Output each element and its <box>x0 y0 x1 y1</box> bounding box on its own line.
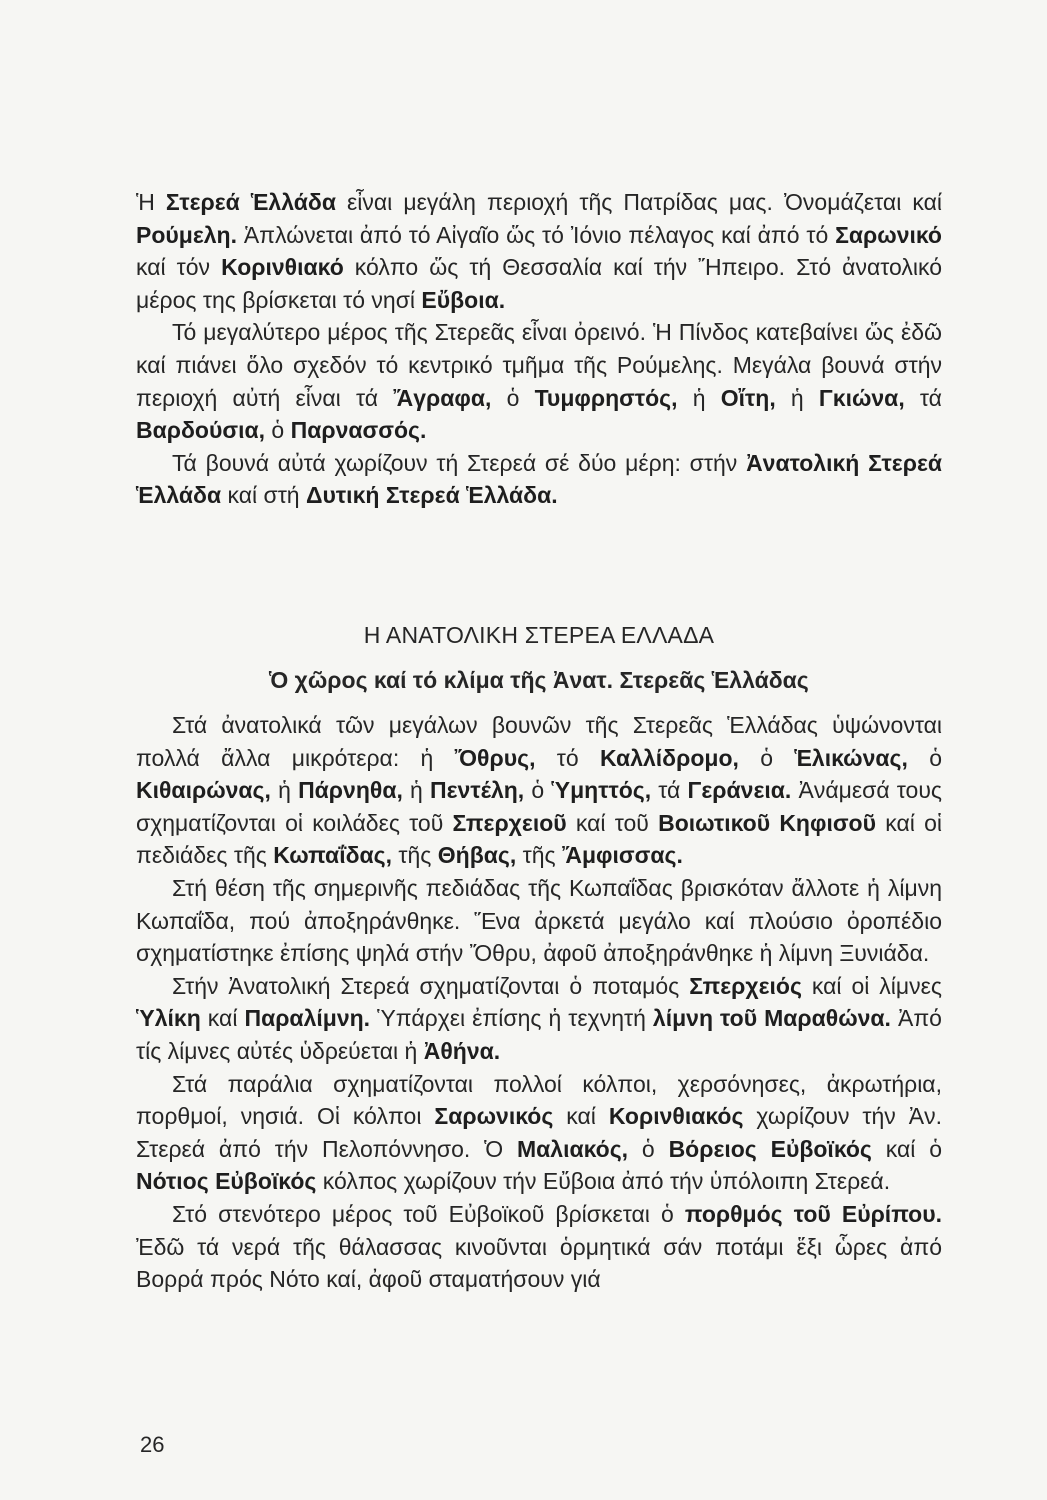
bold-term: Εὔβοια. <box>421 286 506 313</box>
text-run: ὁ <box>738 744 795 771</box>
section-paragraphs <box>136 709 942 1296</box>
paragraph <box>136 872 942 970</box>
text-run: τό <box>535 744 600 771</box>
bold-term: Νότιος Εὐβοϊκός <box>136 1168 317 1195</box>
text-run: ὁ <box>628 1135 669 1162</box>
bold-term: Παρνασσός. <box>290 417 427 444</box>
text-run: τά <box>651 777 688 804</box>
bold-term: Σαρωνικό <box>835 221 942 248</box>
text-run: τῆς <box>516 842 562 869</box>
text-run: Ἡ <box>136 189 166 215</box>
bold-term: Πάρνηθα, <box>298 777 403 804</box>
text-run: Τό μεγαλύτερο μέρος τῆς Στερεᾶς εἶναι ὀρεινό. Ἡ Πίνδος κατεβαίνει ὥς ἐδῶ καί πιάνει ὅλο σχεδόν τό κεντρικό τμῆμα τῆς Ρούμελης. Μεγάλα βουνά στήν περιοχή αὐτή εἶναι τά <box>136 319 942 411</box>
bold-term: Ὄθρυς, <box>454 744 536 771</box>
text-run: τά <box>904 384 942 411</box>
bold-term: Στερεά Ἑλλάδα <box>165 189 336 215</box>
bold-term: Βαρδούσια, <box>136 417 266 444</box>
text-run: ὁ <box>524 777 552 804</box>
text-run: τῆς <box>392 842 438 869</box>
text-run: Στά ἀνατολικά τῶν μεγάλων βουνῶν τῆς Στερεᾶς Ἑλλάδας ὑψώνονται πολλά ἄλλα μικρότερα: ἡ <box>136 712 942 771</box>
bold-term: Ἀθήνα. <box>423 1037 501 1064</box>
bold-term: Ἑλικώνας, <box>794 744 908 771</box>
bold-term: Δυτική Στερεά Ἑλλάδα. <box>306 482 558 509</box>
text-run: Τά βουνά αὐτά χωρίζουν τή Στερεά σέ δύο μέρη: στήν <box>172 449 747 476</box>
text-run: καί τοῦ <box>566 809 659 836</box>
intro-paragraphs <box>136 186 942 512</box>
paragraph <box>136 1198 942 1296</box>
text-run: καί οἱ πεδιάδες τῆς <box>136 809 942 869</box>
bold-term: Βόρειος Εὐβοϊκός <box>668 1135 872 1162</box>
bold-term: Ὑλίκη <box>136 1005 201 1032</box>
text-run: ὁ <box>265 417 291 444</box>
paragraph <box>136 186 942 316</box>
bold-term: Ὑμηττός, <box>551 777 652 804</box>
section-heading: Η ΑΝΑΤΟΛΙΚΗ ΣΤΕΡΕΑ ΕΛΛΑΔΑ <box>363 622 715 648</box>
bold-term: Κιθαιρώνας, <box>136 777 271 804</box>
text-run: Στή θέση τῆς σημερινῆς πεδιάδας τῆς Κωπαΐδας βρισκόταν ἄλλοτε ἡ λίμνη Κωπαΐδα, πού ἀποξηράνθηκε. Ἕνα ἀρκετά μεγάλο καί πλούσιο ὀροπέδιο σχηματίστηκε ἐπίσης ψηλά στήν Ὄθρυ, ἀφοῦ ἀποξηράνθηκε ἡ λίμνη Ξυνιάδα. <box>136 874 942 967</box>
text-run: καί <box>200 1005 245 1032</box>
bold-term: Σαρωνικός <box>434 1103 554 1130</box>
text-run: ἡ <box>270 777 299 804</box>
text-run: Ὑπάρχει ἐπίσης ἡ τεχνητή <box>370 1005 653 1032</box>
bold-term: πορθμός τοῦ Εὐρίπου. <box>684 1200 942 1227</box>
text-run: Στό στενότερο μέρος τοῦ Εὐβοϊκοῦ βρίσκεται ὁ <box>172 1200 685 1227</box>
text-run: Ἀνάμεσά τους σχηματίζονται οἱ κοιλάδες τοῦ <box>136 777 943 836</box>
text-run: ἡ <box>775 384 819 411</box>
paragraph <box>136 1068 942 1198</box>
bold-term: Κορινθιακός <box>608 1103 744 1130</box>
bold-term: Ἀνατολική Στερεά Ἑλλάδα <box>136 449 942 509</box>
text-run: Ἁπλώνεται ἀπό τό Αἰγαῖο ὥς τό Ἰόνιο πέλαγος καί ἀπό τό <box>237 221 836 248</box>
text-run: κόλπο ὥς τή Θεσσαλία καί τήν Ἤπειρο. Στό ἀνατολικό μέρος της βρίσκεται τό νησί <box>136 254 942 313</box>
text-run: ὁ <box>491 384 535 411</box>
bold-term: Πεντέλη, <box>430 777 525 804</box>
bold-term: Σπερχειός <box>689 972 802 999</box>
text-run: Στήν Ἀνατολική Στερεά σχηματίζονται ὁ ποταμός <box>172 972 690 999</box>
text-run: κόλπος χωρίζουν τήν Εὔβοια ἀπό τήν ὑπόλοιπη Στερεά. <box>316 1168 891 1195</box>
bold-term: Παραλίμνη. <box>244 1005 371 1032</box>
text-run: καί στή <box>221 482 306 509</box>
bold-term: Ἄγραφα, <box>393 384 492 411</box>
paragraph <box>136 709 942 872</box>
section-subheading: Ὁ χῶρος καί τό κλίμα τῆς Ἀνατ. Στερεᾶς Ἑλλάδας <box>269 667 809 693</box>
bold-term: Καλλίδρομο, <box>599 744 739 771</box>
paragraph <box>136 970 942 1068</box>
page-number: 26 <box>140 1432 165 1457</box>
bold-term: Βοιωτικοῦ Κηφισοῦ <box>658 809 876 836</box>
text-run: χωρίζουν τήν Ἀν. Στερεά ἀπό τήν Πελοπόννησο. Ὁ <box>136 1103 943 1162</box>
text-run: καί τόν <box>136 254 222 281</box>
bold-term: λίμνη τοῦ Μαραθώνα. <box>652 1005 891 1032</box>
bold-term: Κωπαΐδας, <box>273 842 393 869</box>
bold-term: Σπερχειοῦ <box>452 809 567 836</box>
paragraph <box>136 447 942 512</box>
text-run: ὁ <box>907 744 942 771</box>
text-run: Ἀπό τίς λίμνες αὐτές ὑδρεύεται ἡ <box>136 1005 942 1064</box>
bold-term: Μαλιακός, <box>516 1135 629 1162</box>
text-run: εἶναι μεγάλη περιοχή τῆς Πατρίδας μας. Ὀνομάζεται καί <box>335 189 943 215</box>
bold-term: Γεράνεια. <box>687 777 792 804</box>
paragraph <box>136 316 942 446</box>
bold-term: Γκιώνα, <box>818 384 905 411</box>
bold-term: Οἴτη, <box>720 384 776 411</box>
bold-term: Τυμφρηστός, <box>534 384 678 411</box>
text-run: Ἐδῶ τά νερά τῆς θάλασσας κινοῦνται ὁρμητικά σάν ποτάμι ἕξι ὧρες ἀπό Βορρά πρός Νότο καί, ἀφοῦ σταματήσουν γιά <box>136 1233 942 1293</box>
bold-term: Κορινθιακό <box>221 254 344 281</box>
text-run: καί ὁ <box>871 1135 942 1162</box>
bold-term: Ἄμφισσας. <box>562 842 683 869</box>
text-run: καί <box>553 1103 609 1130</box>
text-run: ἡ <box>677 384 721 411</box>
text-run: ἡ <box>402 777 430 804</box>
text-run: Στά παράλια σχηματίζονται πολλοί κόλποι, χερσόνησες, ἀκρωτήρια, πορθμοί, νησιά. Οἱ κόλποι <box>136 1070 942 1130</box>
text-run: καί οἱ λίμνες <box>801 972 942 999</box>
bold-term: Θήβας, <box>437 842 517 869</box>
bold-term: Ρούμελη. <box>136 221 237 248</box>
